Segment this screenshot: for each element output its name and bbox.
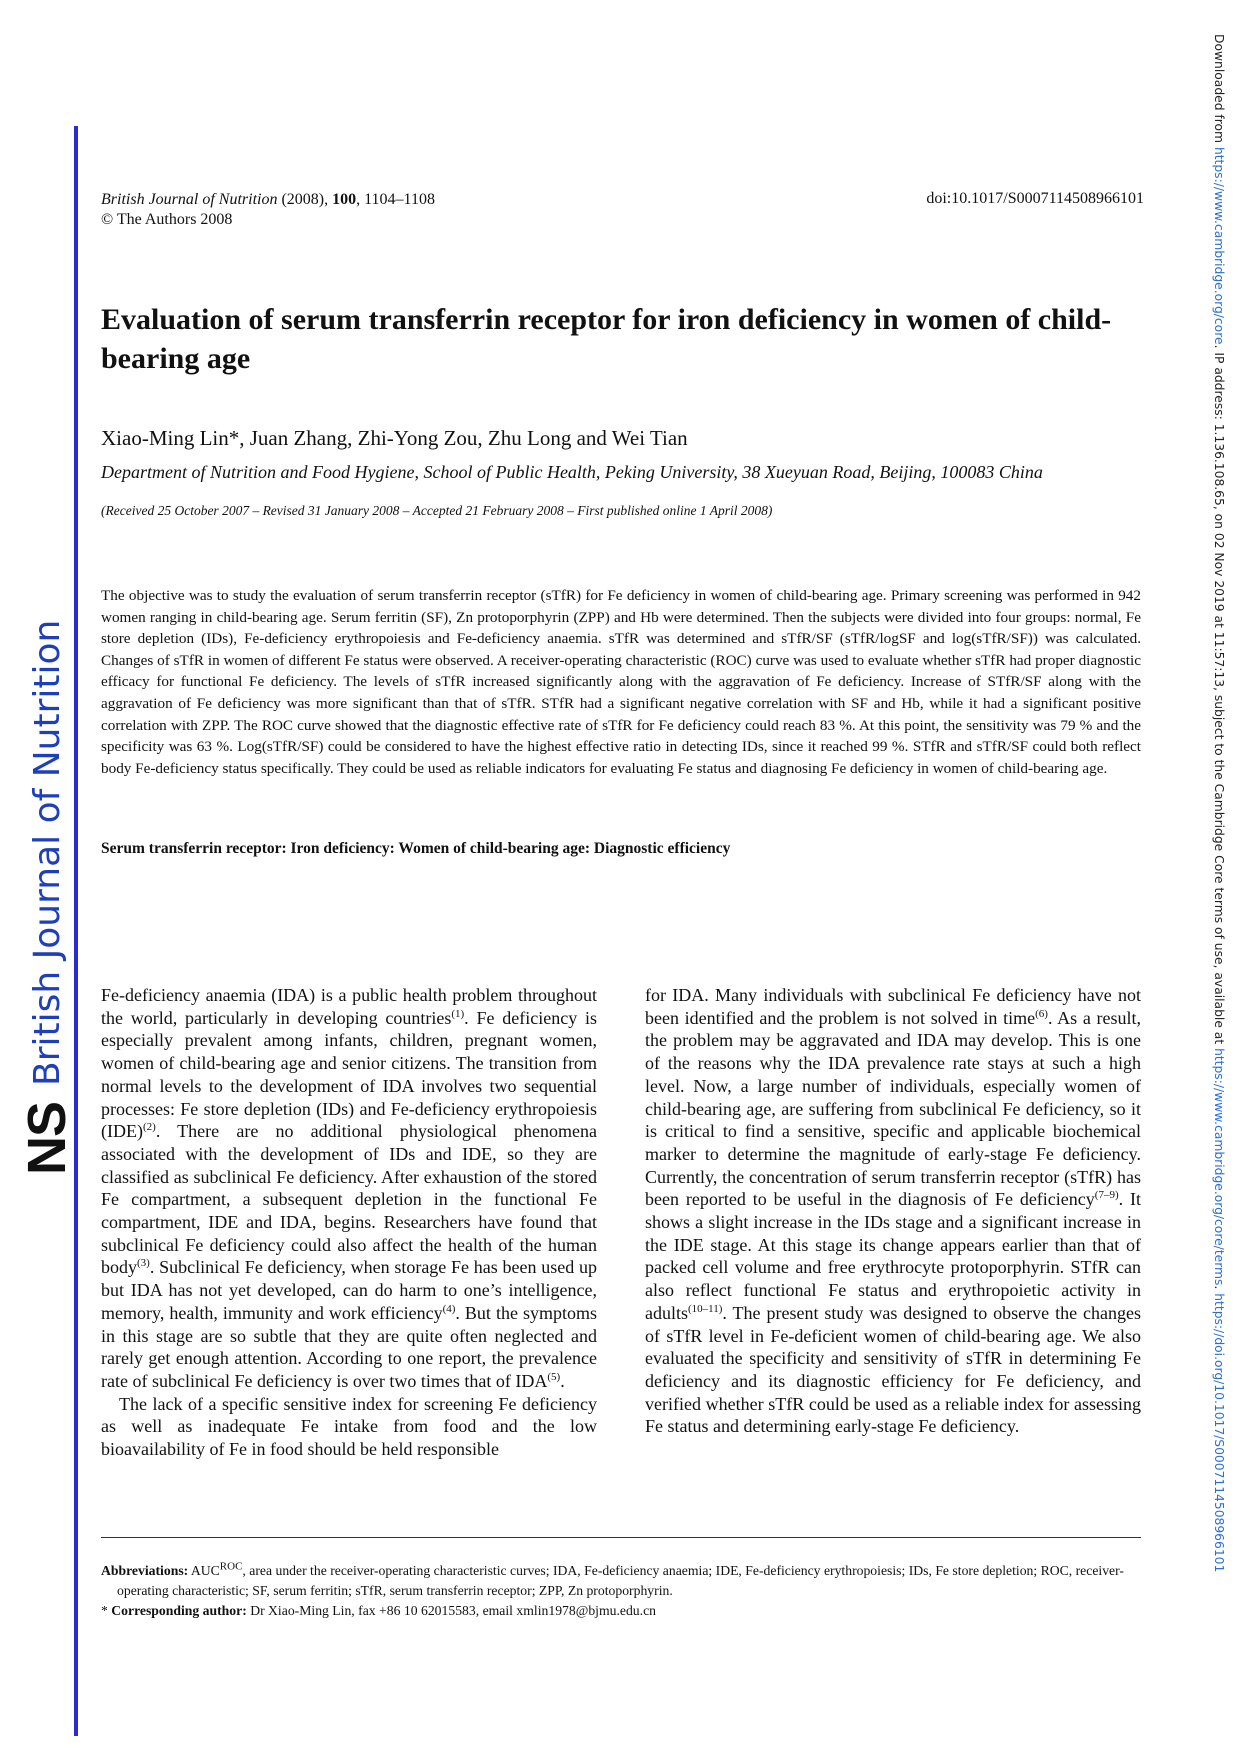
citation: (1) <box>451 1007 465 1020</box>
body-column-right <box>645 984 1141 1438</box>
abstract: The objective was to study the evaluation of serum transferrin receptor (sTfR) for Fe deficiency in women of child-bearing age. Primary screening was performed in 942 women ranging in child-bearing age. Serum ferritin (SF), Zn protoporphyrin (ZPP) and Hb were determined. Then the subjects were divided into four groups: normal, Fe store depletion (IDs), Fe-deficiency erythropoiesis and Fe-deficiency anaemia. sTfR was determined and sTfR/SF (sTfR/logSF and log(sTfR/SF)) was calculated. Changes of sTfR in women of different Fe status were observed. A receiver-operating characteristic (ROC) curve was used to evaluate whether sTfR had proper diagnostic efficacy for functional Fe deficiency. The levels of sTfR increased significantly along with the aggravation of Fe deficiency. Increase of STfR/SF along with the aggravation of Fe deficiency was more significant than that of sTfR. STfR had a significant negative correlation with SF and Hb, while it had a significant positive correlation with ZPP. The ROC curve showed that the diagnostic effective rate of sTfR for Fe deficiency could reach 83 %. At this point, the sensitivity was 79 % and the specificity was 63 %. Log(sTfR/SF) could be considered to have the highest effective ratio in detecting IDs, since it reached 99 %. STfR and sTfR/SF could both reflect body Fe-deficiency status specifically. They could be used as reliable indicators for evaluating Fe status and diagnosing Fe deficiency in women of child-bearing age. <box>101 587 1141 777</box>
corresponding-author: * Corresponding author: Dr Xiao-Ming Lin, fax +86 10 62015583, email xmlin1978@bjmu.edu.cn <box>101 1603 656 1618</box>
copyright: © The Authors 2008 <box>101 211 233 228</box>
paragraph: The lack of a specific sensitive index for screening Fe deficiency as well as inadequate Fe intake from food and the low bioavailability of Fe in food should be held responsible <box>101 1393 597 1460</box>
cambridge-core-link[interactable]: https://www.cambridge.org/core <box>1212 146 1226 345</box>
cambridge-terms-link[interactable]: https://www.cambridge.org/core/terms <box>1212 1048 1226 1286</box>
side-journal-name: British Journal of Nutrition <box>26 619 68 1086</box>
footnotes <box>101 1561 1141 1621</box>
citation: (7–9) <box>1094 1189 1119 1202</box>
body-column-left <box>101 984 597 1461</box>
citation: (3) <box>137 1257 150 1270</box>
keywords: Serum transferrin receptor: Iron deficiency: Women of child-bearing age: Diagnostic efficiency <box>101 840 731 857</box>
received-dates: (Received 25 October 2007 – Revised 31 January 2008 – Accepted 21 February 2008 – First published online 1 April 2008) <box>101 503 773 518</box>
citation: (6) <box>1035 1007 1048 1020</box>
journal-citation: British Journal of Nutrition (2008), 100, 1104–1108 © The Authors 2008 <box>101 191 435 228</box>
download-notice: Downloaded from https://www.cambridge.org/core. IP address: 1.136.108.65, on 02 Nov 2019 at 11:57:13, subject to the Cambridge Core terms of use, available at https://www.cambridge.org/core/terms. https://doi.org/10.1017/S0007114508966101 <box>1212 34 1226 1573</box>
citation: (2) <box>142 1121 156 1134</box>
citation: (10–11) <box>688 1302 723 1315</box>
paragraph: for IDA. Many individuals with subclinical Fe deficiency have not been identified and the problem is not solved in time$^{(6)}$. As a result, the problem may be aggravated and IDA may develop. This is one of the reasons why the IDA prevalence rate stays at such a high level. Now, a large number of individuals, especially women of child-bearing age, are suffering from subclinical Fe deficiency, so it is critical to find a sensitive, specific and applicable biochemical marker to determine the magnitude of early-stage Fe deficiency. Currently, the concentration of serum transferrin receptor (sTfR) has been reported to be useful in the diagnosis of Fe deficiency$^{(7-9)}$. It shows a slight increase in the IDs stage and a significant increase in the IDE stage. At this stage its change appears earlier than that of packed cell volume and free erythrocyte protoporphyrin. STfR can also reflect functional Fe status and erythropoietic activity in adults$^{(10-11)}$. The present study was designed to observe the changes of sTfR level in Fe-deficient women of child-bearing age. We also evaluated the specificity and sensitivity of sTfR in determining Fe deficiency and its diagnostic efficiency for Fe deficiency, and verified whether sTfR could be used as a reliable index for assessing Fe status and determining early-stage Fe deficiency. <box>645 985 1141 1437</box>
journal-brand <box>16 619 77 1235</box>
ns-logo: NS <box>17 1101 77 1175</box>
citation: (5) <box>547 1370 561 1383</box>
doi: doi:10.1017/S0007114508966101 <box>926 190 1144 207</box>
article-title: Evaluation of serum transferrin receptor for iron deficiency in women of child-bearing age <box>101 303 1112 375</box>
doi-link[interactable]: https://doi.org/10.1017/S0007114508966101 <box>1212 1293 1226 1573</box>
footnote-rule <box>101 1537 1141 1538</box>
authors: Xiao-Ming Lin*, Juan Zhang, Zhi-Yong Zou, Zhu Long and Wei Tian <box>101 426 688 450</box>
paragraph: Fe-deficiency anaemia (IDA) is a public health problem throughout the world, particularly in developing countries$^{(1)}$. Fe deficiency is especially prevalent among infants, children, pregnant women, women of child-bearing age and senior citizens. The transition from normal levels to the development of IDA involves two sequential processes: Fe store depletion (IDs) and Fe-deficiency erythropoiesis (IDE)$^{(2)}$. There are no additional physiological phenomena associated with the development of IDs and IDE, so they are classified as subclinical Fe deficiency. After exhaustion of the stored Fe compartment, a subsequent depletion in the functional Fe compartment, IDE and IDA, begins. Researchers have found that subclinical Fe deficiency could also affect the health of the human body$^{(3)}$. Subclinical Fe deficiency, when storage Fe has been used up but IDA has not yet developed, can do harm to one’s intelligence, memory, health, immunity and work efficiency$^{(4)}$. But the symptoms in this stage are so subtle that they are quite often neglected and rarely get enough attention. According to one report, the prevalence rate of subclinical Fe deficiency is over two times that of IDA$^{(5)}$. <box>101 985 597 1391</box>
affiliation: Department of Nutrition and Food Hygiene, School of Public Health, Peking University, 38 Xueyuan Road, Beijing, 100083 China <box>101 462 1043 482</box>
citation: (4) <box>442 1302 456 1315</box>
abbreviations: Abbreviations: $AUC^{ROC}$, area under the receiver-operating characteristic curves; IDA, Fe-deficiency anaemia; IDE, Fe-deficiency erythropoiesis; IDs, Fe store depletion; ROC, receiver-operating characteristic; SF, serum ferritin; sTfR, serum transferrin receptor; ZPP, Zn protoporphyrin. <box>101 1560 1124 1598</box>
